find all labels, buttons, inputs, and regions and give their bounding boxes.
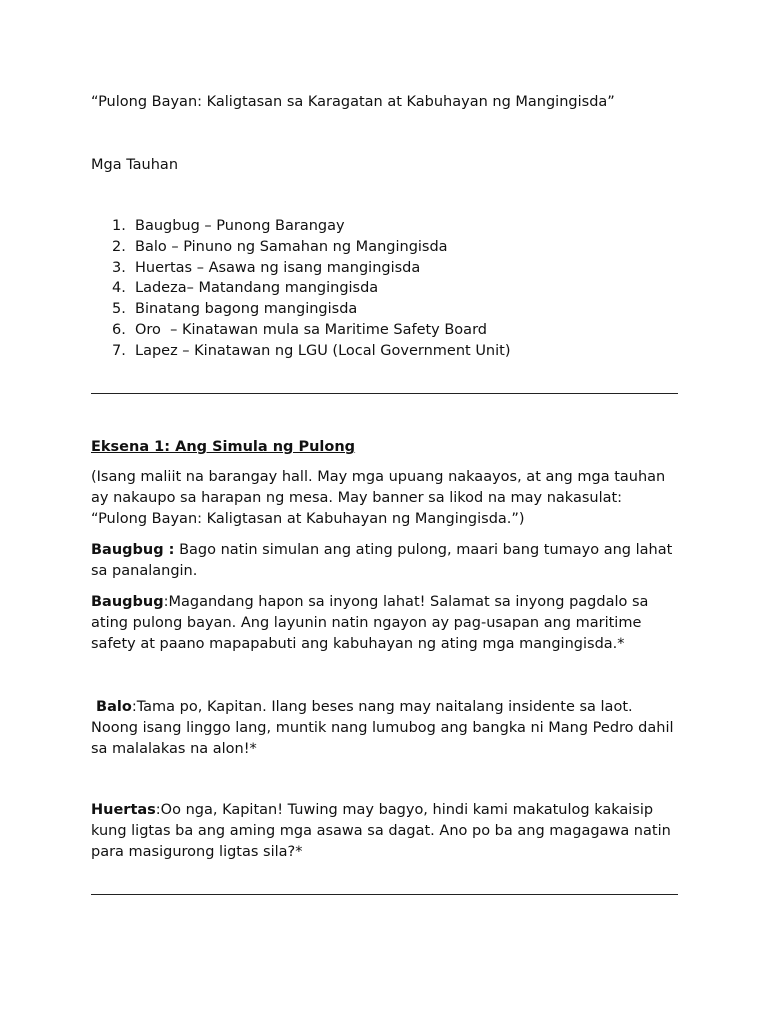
dialogue-text: Bago natin simulan ang ating pulong, maari bang tumayo ang lahat sa panalangin.: [91, 542, 673, 579]
cast-heading: Mga Tauhan: [91, 157, 179, 173]
list-item: [91, 258, 681, 279]
cast-member: Huertas – Asawa ng isang mangingisda: [135, 259, 421, 276]
cast-member: Baugbug – Punong Barangay: [135, 218, 345, 234]
cast-member: Binatang bagong mangingisda: [135, 301, 358, 318]
list-item: [91, 237, 681, 258]
list-number: 6.: [112, 321, 126, 338]
scene-heading: Eksena 1: Ang Simula ng Pulong: [91, 439, 356, 455]
cast-member: Ladeza– Matandang mangingisda: [135, 280, 379, 297]
dialogue-text: :Tama po, Kapitan. Ilang beses nang may naitalang insidente sa laot. Noong isang linggo lang, muntik nang lumubog ang bangka ni Mang Pedro dahil sa malalakas na alon!*: [91, 699, 674, 757]
list-item: [91, 278, 681, 299]
speaker-name: Balo: [91, 699, 132, 715]
cast-member: Oro – Kinatawan mula sa Maritime Safety Board: [135, 321, 487, 338]
dialogue-line: [91, 540, 681, 582]
list-number: 3.: [112, 259, 126, 276]
list-item: [91, 341, 681, 362]
dialogue-text: :Oo nga, Kapitan! Tuwing may bagyo, hindi kami makatulog kakaisip kung ligtas ba ang aming mga asawa sa dagat. Ano po ba ang magagawa natin para masigurong ligtas sila?*: [91, 802, 671, 860]
speaker-name: Baugbug :: [91, 542, 175, 558]
cast-member: Lapez – Kinatawan ng LGU (Local Government Unit): [135, 342, 511, 359]
cast-member: Balo – Pinuno ng Samahan ng Mangingisda: [135, 238, 448, 255]
dialogue-line: [91, 592, 681, 655]
stage-direction: (Isang maliit na barangay hall. May mga upuang nakaayos, at ang mga tauhan ay nakaupo sa harapan ng mesa. May banner sa likod na may nakasulat: “Pulong Bayan: Kaligtasan at Kabuhayan ng Mangingisda.”): [91, 469, 666, 527]
list-number: 7.: [112, 342, 126, 359]
speaker-name: Baugbug: [91, 594, 164, 610]
horizontal-divider: [91, 894, 678, 895]
speaker-name: Huertas: [91, 802, 156, 818]
horizontal-divider: [91, 393, 678, 394]
list-item: [91, 299, 681, 320]
list-item: [91, 216, 681, 237]
document-title: “Pulong Bayan: Kaligtasan sa Karagatan at Kabuhayan ng Mangingisda”: [91, 94, 615, 110]
dialogue-line: [91, 697, 681, 760]
list-number: 4.: [112, 280, 126, 297]
list-item: [91, 320, 681, 341]
list-number: 5.: [112, 301, 126, 318]
dialogue-line: [91, 800, 681, 863]
cast-list: [91, 216, 681, 362]
list-number: 2.: [112, 238, 126, 255]
list-number: 1.: [112, 218, 126, 234]
dialogue-text: :Magandang hapon sa inyong lahat! Salamat sa inyong pagdalo sa ating pulong bayan. Ang layunin natin ngayon ay pag-usapan ang maritime safety at paano mapapabuti ang kabuhayan ng ating mga mangingisda.*: [91, 594, 649, 652]
